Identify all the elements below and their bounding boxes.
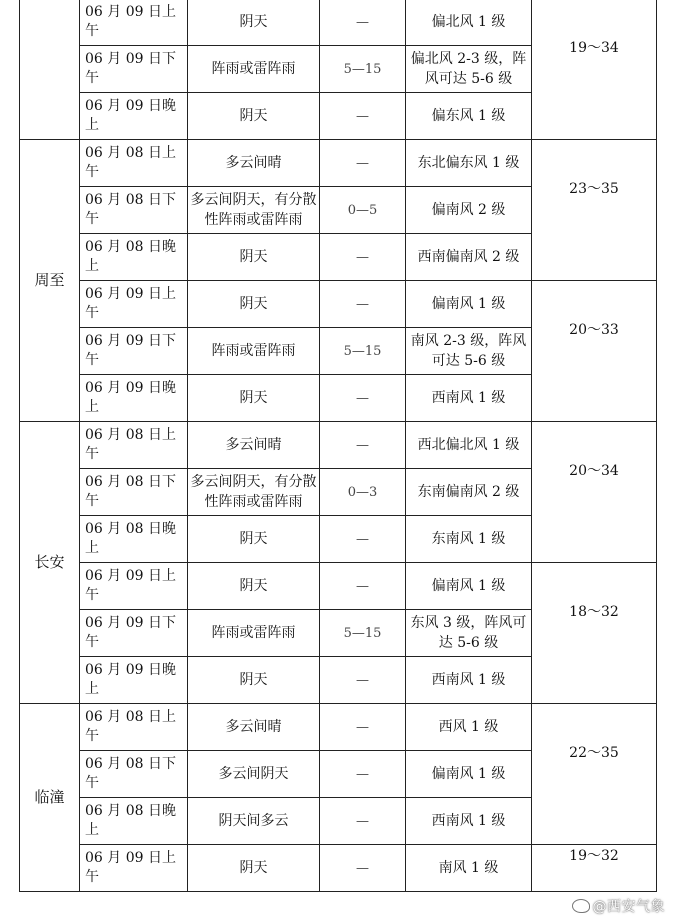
table-row: [20, 563, 657, 610]
district-cell: [20, 0, 80, 140]
table-row: [20, 0, 657, 46]
wind-cell: 偏北风 1 级: [406, 0, 532, 46]
watermark: [572, 896, 666, 916]
time-cell: 06 月 08 日上午: [80, 704, 188, 751]
wind-cell: 偏东风 1 级: [406, 93, 532, 140]
weather-cell: 阴天间多云: [188, 798, 320, 845]
weather-cell: 阴天: [188, 93, 320, 140]
wind-cell: 东风 3 级，阵风可达 5-6 级: [406, 610, 532, 657]
weather-cell: 阴天: [188, 563, 320, 610]
wind-cell: 偏南风 1 级: [406, 751, 532, 798]
wind-cell: 偏南风 1 级: [406, 281, 532, 328]
wind-cell: 偏南风 2 级: [406, 187, 532, 234]
rainfall-cell: —: [320, 234, 406, 281]
wind-cell: 西南风 1 级: [406, 375, 532, 422]
temperature-cell: 22～35: [532, 704, 657, 845]
district-cell: 周至: [20, 140, 80, 422]
rainfall-cell: 5—15: [320, 610, 406, 657]
weather-cell: 多云间晴: [188, 704, 320, 751]
temperature-cell: 20～33: [532, 281, 657, 422]
district-cell: 临潼: [20, 704, 80, 892]
forecast-table-body: [20, 0, 657, 892]
temperature-cell: 19～34: [532, 0, 657, 140]
rainfall-cell: —: [320, 563, 406, 610]
time-cell: 06 月 09 日晚上: [80, 657, 188, 704]
weibo-logo-icon: [572, 899, 590, 913]
wind-cell: 西南偏南风 2 级: [406, 234, 532, 281]
time-cell: 06 月 09 日晚上: [80, 375, 188, 422]
time-cell: 06 月 08 日上午: [80, 422, 188, 469]
rainfall-cell: —: [320, 704, 406, 751]
time-cell: 06 月 08 日下午: [80, 751, 188, 798]
wind-cell: 东南风 1 级: [406, 516, 532, 563]
time-cell: 06 月 08 日晚上: [80, 516, 188, 563]
time-cell: 06 月 08 日上午: [80, 140, 188, 187]
weather-cell: 阵雨或雷阵雨: [188, 328, 320, 375]
table-row: [20, 140, 657, 187]
table-row: [20, 704, 657, 751]
time-cell: 06 月 09 日上午: [80, 563, 188, 610]
wind-cell: 西北偏北风 1 级: [406, 422, 532, 469]
watermark-text: @西安气象: [592, 899, 665, 915]
weather-cell: 阴天: [188, 845, 320, 892]
time-cell: 06 月 08 日晚上: [80, 798, 188, 845]
rainfall-cell: —: [320, 375, 406, 422]
time-cell: 06 月 09 日上午: [80, 281, 188, 328]
wind-cell: 西风 1 级: [406, 704, 532, 751]
weather-cell: 阵雨或雷阵雨: [188, 610, 320, 657]
wind-cell: 南风 2-3 级，阵风可达 5-6 级: [406, 328, 532, 375]
rainfall-cell: —: [320, 281, 406, 328]
time-cell: 06 月 09 日下午: [80, 46, 188, 93]
forecast-table: [19, 0, 657, 892]
rainfall-cell: —: [320, 422, 406, 469]
rainfall-cell: 5—15: [320, 328, 406, 375]
weather-cell: 阴天: [188, 375, 320, 422]
district-cell: 长安: [20, 422, 80, 704]
weather-cell: 阴天: [188, 234, 320, 281]
time-cell: 06 月 09 日下午: [80, 328, 188, 375]
weather-cell: 多云间晴: [188, 422, 320, 469]
rainfall-cell: —: [320, 93, 406, 140]
rainfall-cell: 0—5: [320, 187, 406, 234]
rainfall-cell: —: [320, 0, 406, 46]
rainfall-cell: 0—3: [320, 469, 406, 516]
wind-cell: 西南风 1 级: [406, 657, 532, 704]
weather-cell: 多云间阴天，有分散性阵雨或雷阵雨: [188, 469, 320, 516]
wind-cell: 南风 1 级: [406, 845, 532, 892]
temperature-cell: 20～34: [532, 422, 657, 563]
wind-cell: 偏南风 1 级: [406, 563, 532, 610]
time-cell: 06 月 09 日晚上: [80, 93, 188, 140]
time-cell: 06 月 09 日上午: [80, 0, 188, 46]
table-row: [20, 845, 657, 892]
weather-cell: 阴天: [188, 516, 320, 563]
rainfall-cell: —: [320, 845, 406, 892]
wind-cell: 西南风 1 级: [406, 798, 532, 845]
time-cell: 06 月 09 日下午: [80, 610, 188, 657]
time-cell: 06 月 08 日下午: [80, 469, 188, 516]
weather-cell: 阴天: [188, 0, 320, 46]
wind-cell: 东北偏东风 1 级: [406, 140, 532, 187]
temperature-cell: 18～32: [532, 563, 657, 704]
time-cell: 06 月 09 日上午: [80, 845, 188, 892]
wind-cell: 东南偏南风 2 级: [406, 469, 532, 516]
time-cell: 06 月 08 日晚上: [80, 234, 188, 281]
weather-cell: 阴天: [188, 657, 320, 704]
time-cell: 06 月 08 日下午: [80, 187, 188, 234]
temperature-cell: 19～32: [532, 845, 657, 892]
rainfall-cell: 5—15: [320, 46, 406, 93]
weather-cell: 多云间晴: [188, 140, 320, 187]
table-row: [20, 422, 657, 469]
temperature-cell: 23～35: [532, 140, 657, 281]
rainfall-cell: —: [320, 798, 406, 845]
wind-cell: 偏北风 2-3 级，阵风可达 5-6 级: [406, 46, 532, 93]
weather-cell: 阵雨或雷阵雨: [188, 46, 320, 93]
rainfall-cell: —: [320, 140, 406, 187]
rainfall-cell: —: [320, 657, 406, 704]
weather-cell: 多云间阴天，有分散性阵雨或雷阵雨: [188, 187, 320, 234]
rainfall-cell: —: [320, 516, 406, 563]
table-row: [20, 281, 657, 328]
weather-cell: 多云间阴天: [188, 751, 320, 798]
rainfall-cell: —: [320, 751, 406, 798]
weather-cell: 阴天: [188, 281, 320, 328]
